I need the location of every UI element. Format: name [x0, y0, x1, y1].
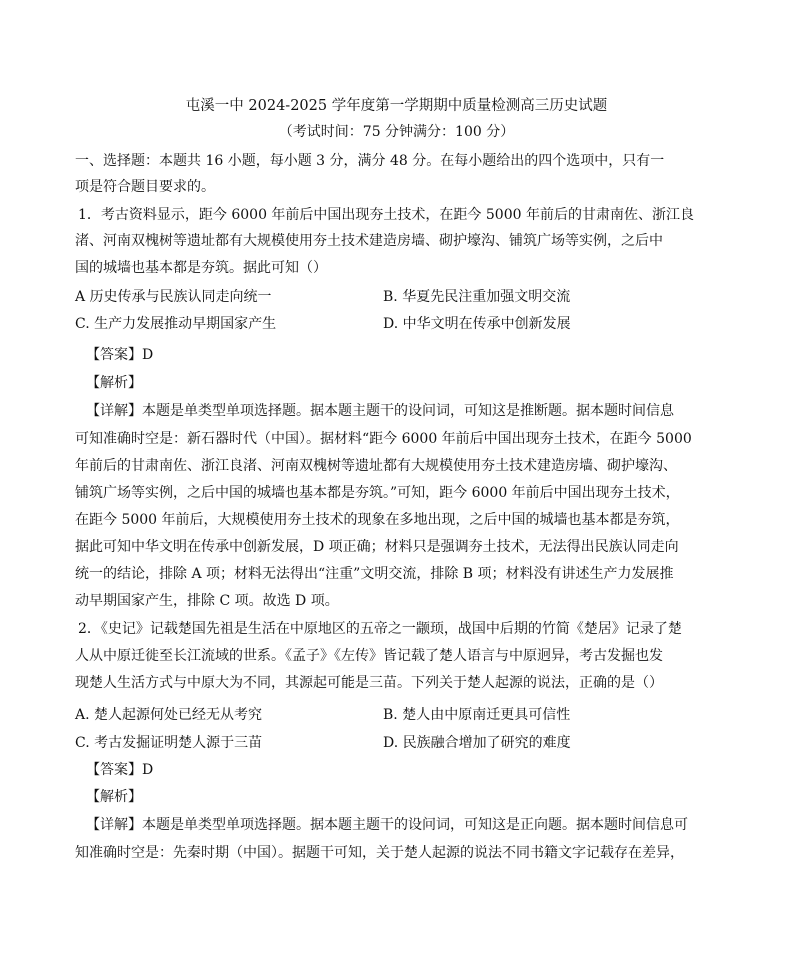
q2-stem-line-3: 现楚人生活方式与中原大为不同，其源起可能是三苗。下列关于楚人起源的说法，正确的是（）: [75, 675, 663, 691]
q1-option-b: B. 华夏先民注重加强文明交流: [383, 289, 571, 305]
q2-stem-line-2: 人从中原迁徙至长江流域的世系。《孟子》《左传》皆记载了楚人语言与中原迥异，考古发掘也发: [75, 648, 663, 664]
q1-analysis-label: 【解析】: [86, 375, 142, 391]
q1-option-d: D. 中华文明在传承中创新发展: [383, 316, 571, 332]
q1-option-c: C. 生产力发展推动早期国家产生: [75, 316, 277, 332]
q1-detail-line-5: 在距今 5000 年前后，大规模使用夯土技术的现象在多地出现，之后中国的城墙也基本都是夯筑，: [75, 512, 680, 528]
q2-stem-line-1: 2．《史记》记载楚国先祖是生活在中原地区的五帝之一颛顼，战国中后期的竹简《楚居》记录了楚: [78, 621, 682, 637]
q1-stem-line-2: 渚、河南双槐树等遗址都有大规模使用夯土技术建造房墙、砌护壕沟、铺筑广场等实例，之后中: [75, 233, 663, 249]
q2-analysis-label: 【解析】: [86, 789, 142, 805]
q1-detail-line-2: 可知准确时空是：新石器时代（中国）。据材料“距今 6000 年前后中国出现夯土技术，在距今 5000: [75, 431, 692, 447]
q1-stem-line-3: 国的城墙也基本都是夯筑。据此可知（）: [75, 260, 327, 276]
q1-detail-line-8: 动早期国家产生，排除 C 项。故选 D 项。: [75, 593, 339, 609]
section-instruction-line-1: 一、选择题：本题共 16 小题，每小题 3 分，满分 48 分。在每小题给出的四个选项中，只有一: [75, 153, 665, 169]
exam-title: 屯溪一中 2024-2025 学年度第一学期期中质量检测高三历史试题: [185, 98, 608, 114]
q1-detail-line-4: 铺筑广场等实例，之后中国的城墙也基本都是夯筑。”可知，距今 6000 年前后中国出现夯土技术，: [75, 485, 680, 501]
q1-answer: 【答案】D: [86, 347, 154, 363]
q1-detail-line-6: 据此可知中华文明在传承中创新发展，D 项正确；材料只是强调夯土技术，无法得出民族认同走向: [75, 539, 679, 555]
q2-option-b: B. 楚人由中原南迁更具可信性: [383, 707, 571, 723]
q2-detail-line-2: 知准确时空是：先秦时期（中国）。据题干可知，关于楚人起源的说法不同书籍文字记载存在差异，: [75, 845, 684, 861]
q2-detail-line-1: 【详解】本题是单类型单项选择题。据本题主题干的设问词，可知这是正向题。据本题时间信息可: [86, 817, 688, 833]
exam-subtitle: （考试时间：75 分钟满分：100 分）: [278, 124, 515, 140]
q1-detail-line-3: 年前后的甘肃南佐、浙江良渚、河南双槐树等遗址都有大规模使用夯土技术建造房墙、砌护壕沟、: [75, 458, 677, 474]
q1-detail-line-1: 【详解】本题是单类型单项选择题。据本题主题干的设问词，可知这是推断题。据本题时间信息: [86, 403, 674, 419]
q2-option-a: A. 楚人起源何处已经无从考究: [75, 707, 263, 723]
q2-answer: 【答案】D: [86, 762, 154, 778]
q1-option-a: A 历史传承与民族认同走向统一: [75, 289, 272, 305]
q1-detail-line-7: 统一的结论，排除 A 项；材料无法得出“注重”文明交流，排除 B 项；材料没有讲述生产力发展推: [75, 566, 674, 582]
q1-stem-line-1: 1．考古资料显示，距今 6000 年前后中国出现夯土技术，在距今 5000 年前后的甘肃南佐、浙江良: [78, 207, 694, 223]
q2-option-d: D. 民族融合增加了研究的难度: [383, 735, 571, 751]
q2-option-c: C. 考古发掘证明楚人源于三苗: [75, 735, 263, 751]
section-instruction-line-2: 项是符合题目要求的。: [75, 179, 215, 195]
